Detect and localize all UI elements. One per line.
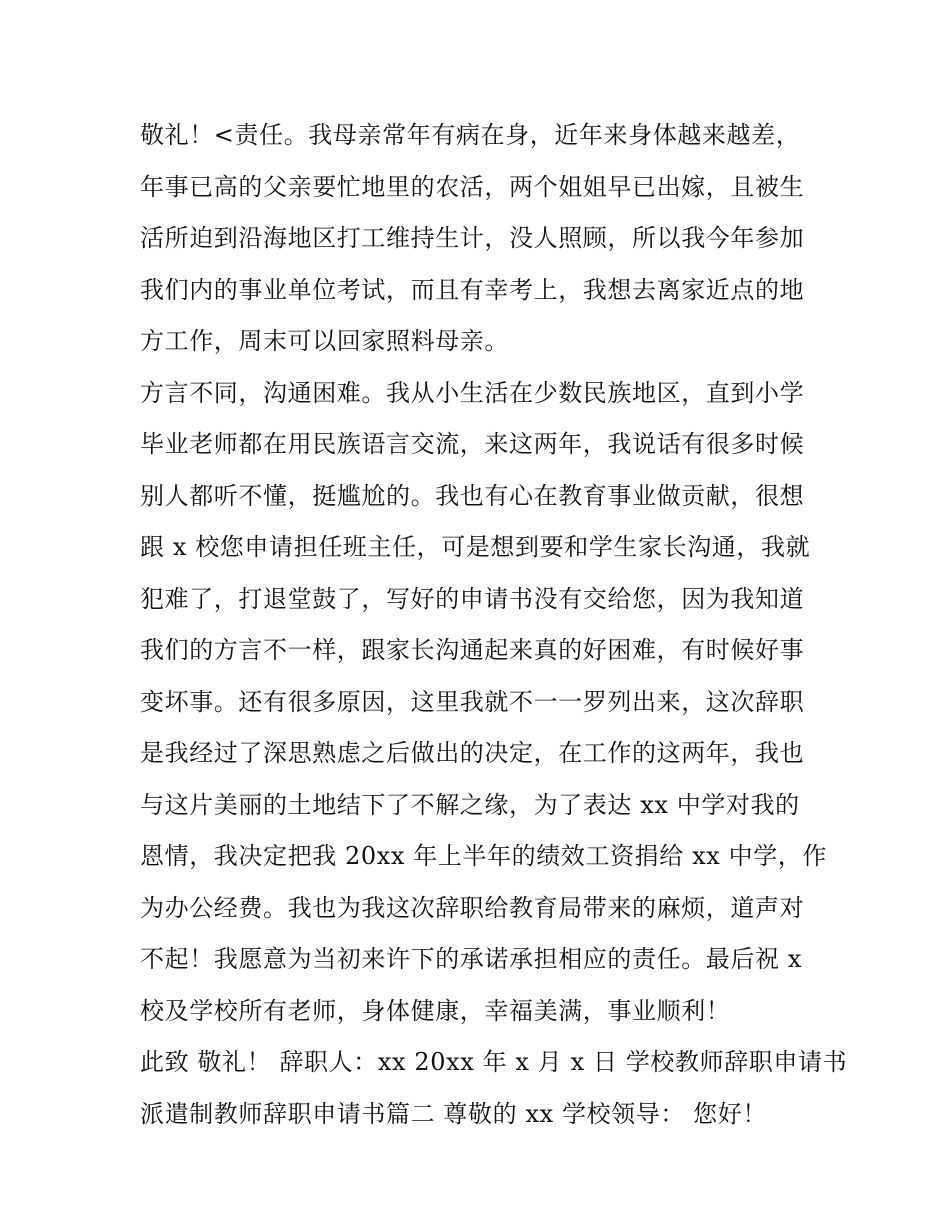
- text-line: 犯难了，打退堂鼓了，写好的申请书没有交给您，因为我知道: [140, 584, 805, 613]
- text-line: 为办公经费。我也为我这次辞职给教育局带来的麻烦，道声对: [140, 893, 805, 922]
- text-line: 活所迫到沿海地区打工维持生计，没人照顾，所以我今年参加: [140, 224, 805, 252]
- text-line: 不起！我愿意为当初来许下的承诺承担相应的责任。最后祝 x: [140, 945, 802, 973]
- text-line: 方言不同，沟通困难。我从小生活在少数民族地区，直到小学: [140, 378, 805, 407]
- text-line: 方工作，周末可以回家照料母亲。: [140, 327, 509, 355]
- text-line: 别人都听不懂，挺尴尬的。我也有心在教育事业做贡献，很想: [140, 481, 805, 510]
- text-line: 年事已高的父亲要忙地里的农活，两个姐姐早已出嫁，且被生: [140, 172, 805, 201]
- text-line: 敬礼！<责任。我母亲常年有病在身，近年来身体越来越差，: [140, 121, 801, 149]
- text-line: 派遣制教师辞职申请书篇二 尊敬的 xx 学校领导： 您好！: [140, 1099, 767, 1128]
- text-line: 是我经过了深思熟虑之后做出的决定，在工作的这两年，我也: [140, 739, 805, 767]
- text-line: 毕业老师都在用民族语言交流，来这两年，我说话有很多时候: [140, 430, 805, 458]
- text-line: 我们的方言不一样，跟家长沟通起来真的好困难，有时候好事: [140, 636, 805, 664]
- text-line: 变坏事。还有很多原因，这里我就不一一罗列出来，这次辞职: [140, 687, 805, 716]
- text-line: 此致 敬礼！ 辞职人：xx 20xx 年 x 月 x 日 学校教师辞职申请书: [140, 1048, 848, 1076]
- letter-body: [140, 110, 848, 1140]
- text-line: 校及学校所有老师，身体健康，幸福美满，事业顺利！: [140, 996, 731, 1025]
- text-line: 我们内的事业单位考试，而且有幸考上，我想去离家近点的地: [140, 275, 805, 304]
- text-line: 恩情，我决定把我 20xx 年上半年的绩效工资捐给 xx 中学，作: [140, 842, 827, 870]
- text-line: 与这片美丽的土地结下了不解之缘，为了表达 xx 中学对我的: [140, 790, 800, 819]
- text-line: 跟 x 校您申请担任班主任，可是想到要和学生家长沟通，我就: [140, 533, 811, 561]
